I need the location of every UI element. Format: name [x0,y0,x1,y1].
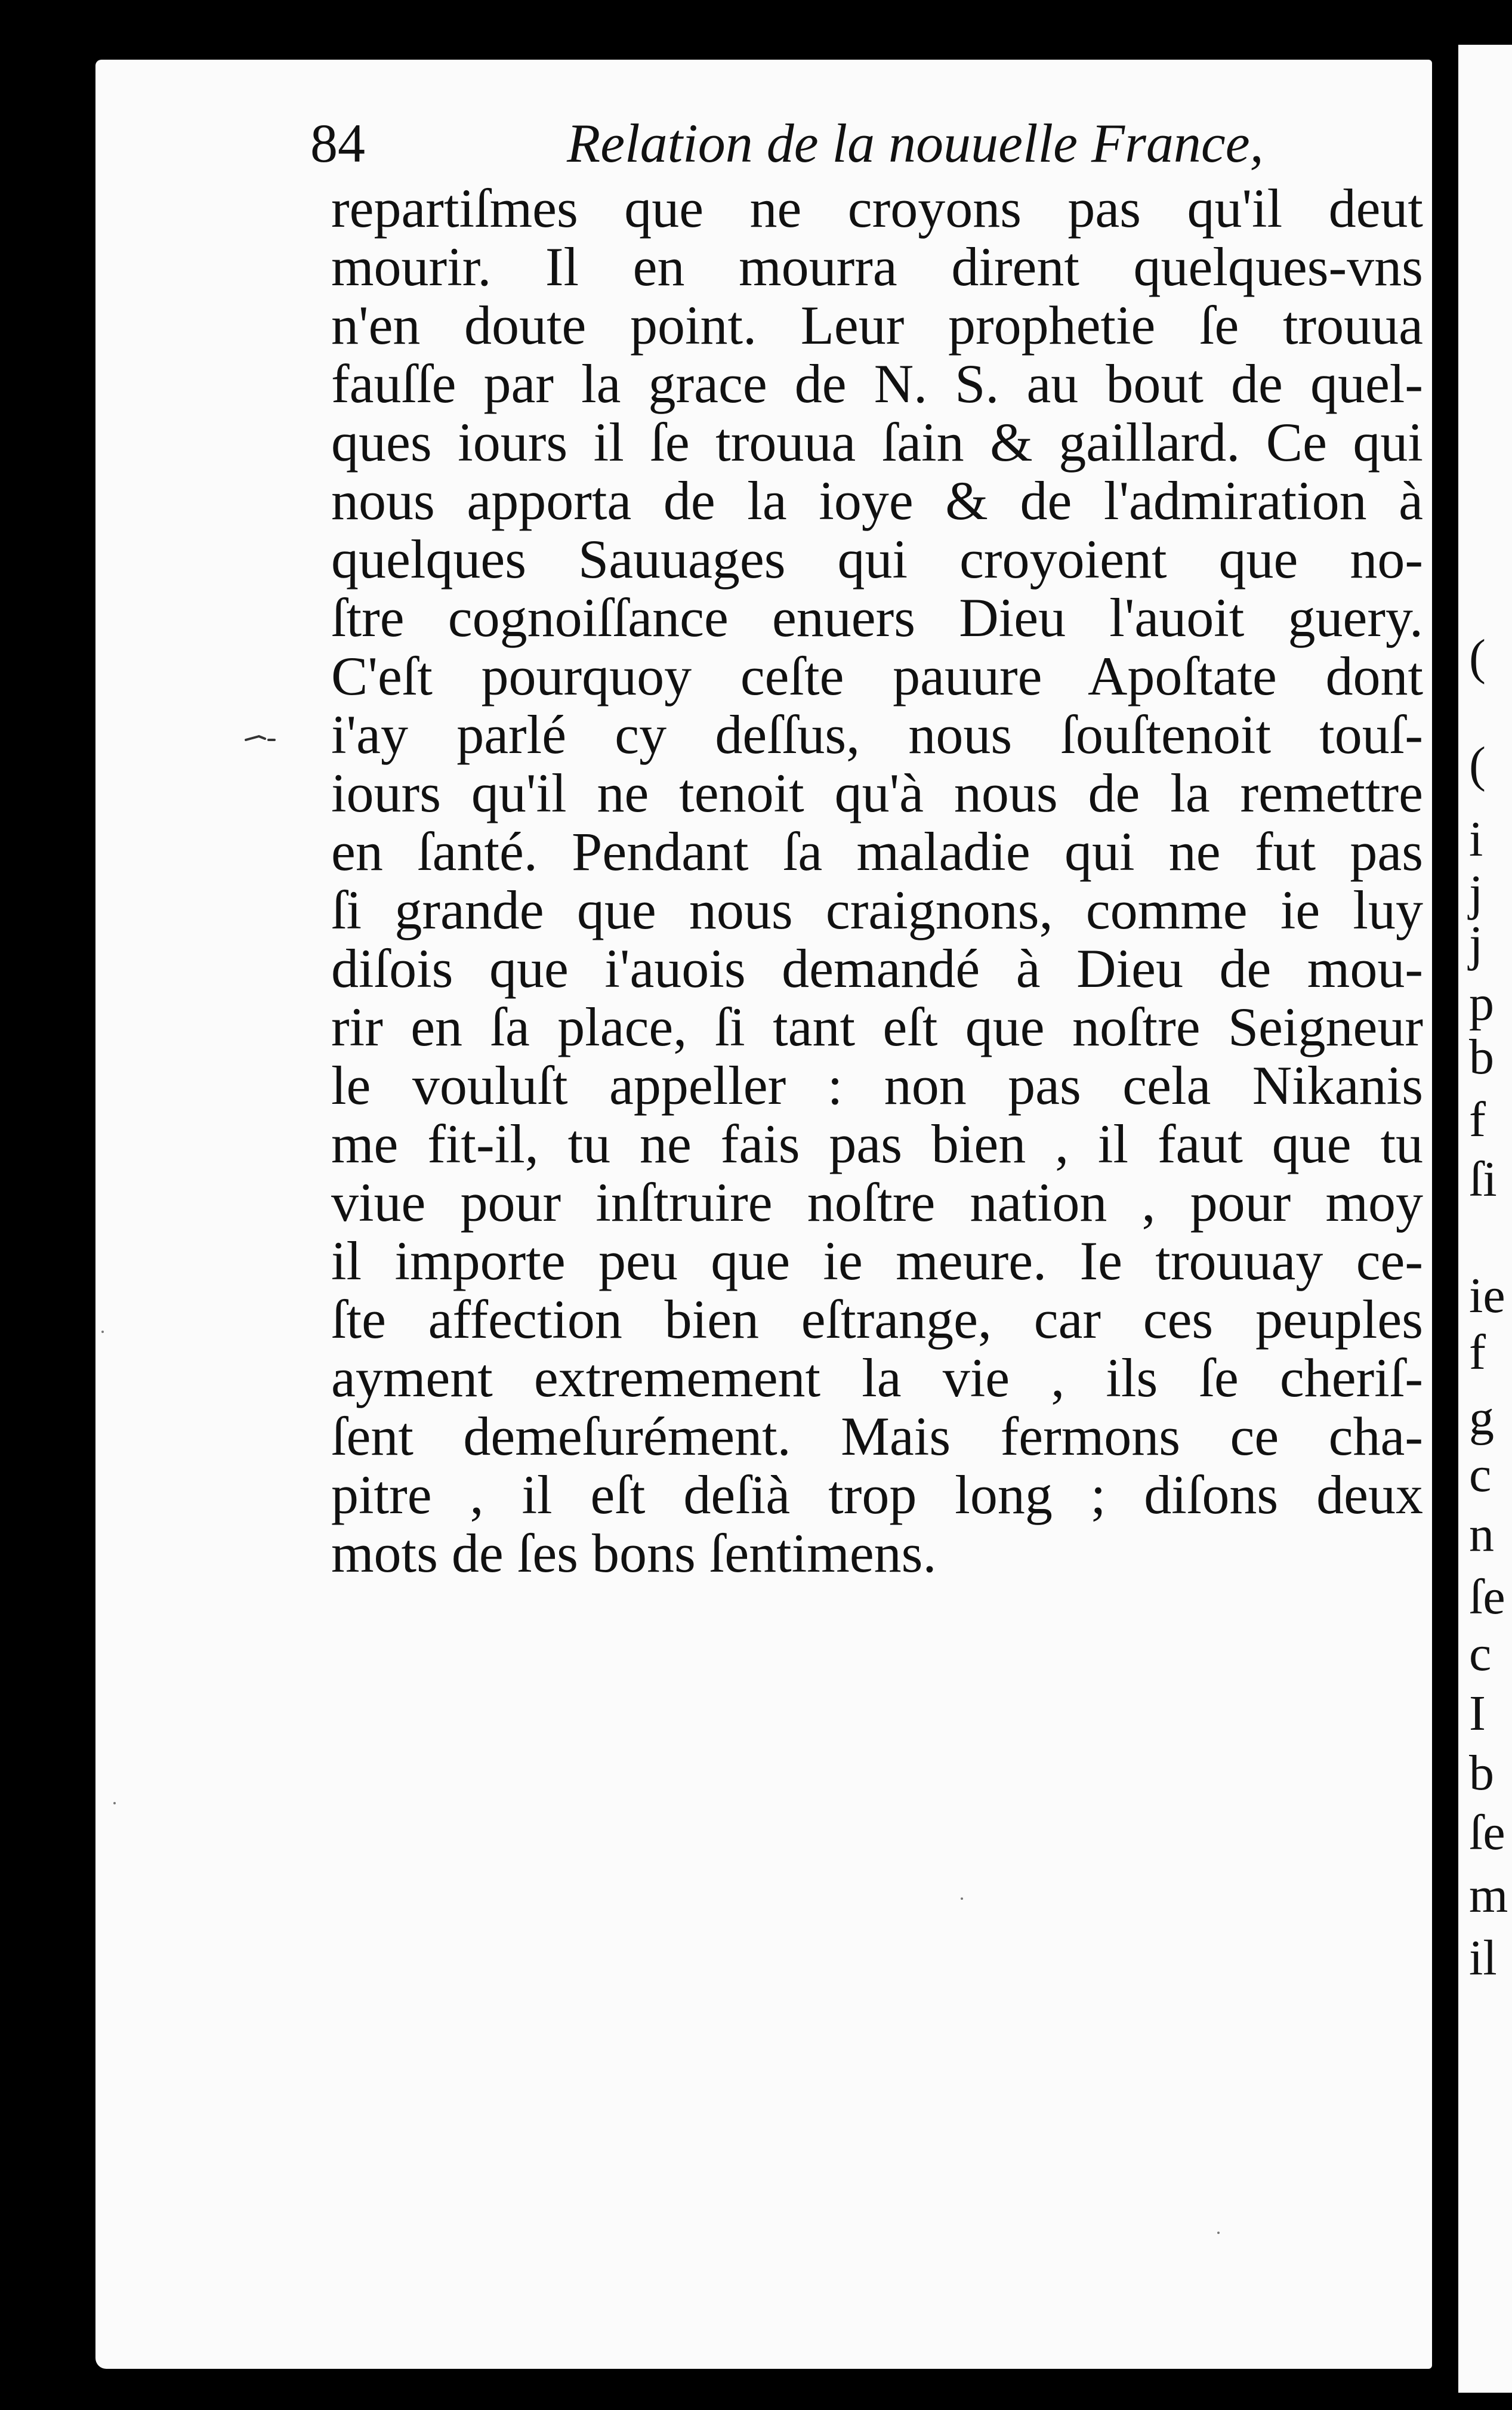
facing-fragment: j [1469,916,1483,971]
paper-speck [1217,2232,1220,2234]
binding-gutter [1432,0,1458,2410]
facing-fragment: I [1469,1686,1486,1741]
text-line: ſte affection bien eſtrange, car ces peuples [331,1289,1423,1350]
page-header [310,110,1420,182]
facing-fragment: il [1469,1930,1497,1986]
running-title: Relation de la nouuelle France, [567,113,1264,174]
text-line: il importe peu que ie meure. Ie trouuay ce- [331,1230,1423,1291]
text-line: fauſſe par la grace de N. S. au bout de quel- [331,353,1423,414]
text-line: en ſanté. Pendant ſa maladie qui ne fut pas [331,821,1423,882]
text-line: diſois que i'auois demandé à Dieu de mou- [331,938,1423,999]
text-line: viue pour inſtruire noſtre nation , pour moy [331,1172,1423,1233]
text-line: me fit-il, tu ne fais pas bien , il faut que tu [331,1113,1423,1174]
facing-fragment: f [1469,1325,1486,1380]
text-line: rir en ſa place, ſi tant eſt que noſtre Seigneur [331,996,1423,1057]
text-line: ques iours il ſe trouua ſain & gaillard. Ce qui [331,412,1423,473]
text-line: repartiſmes que ne croyons pas qu'il deut [331,178,1423,239]
body-text [331,179,1423,1582]
facing-fragment: n [1469,1507,1494,1562]
text-line: n'en doute point. Leur prophetie ſe trouua [331,295,1423,356]
text-line: mots de ſes bons ſentimens. [331,1523,937,1584]
text-line: le vouluſt appeller : non pas cela Nikanis [331,1055,1423,1116]
text-line: i'ay parlé cy deſſus, nous ſouſtenoit touſ- [331,704,1423,765]
text-line: pitre , il eſt deſià trop long ; diſons deux [331,1464,1423,1525]
facing-fragment: i [1469,811,1483,867]
facing-fragment: ( [1469,629,1486,685]
facing-fragment: ſe [1469,1805,1505,1860]
facing-fragment: b [1469,1029,1494,1085]
text-line: C'eſt pourquoy ceſte pauure Apoſtate dont [331,646,1423,706]
margin-hand-mark [245,733,276,745]
facing-fragment: ie [1469,1268,1505,1323]
text-line: iours qu'il ne tenoit qu'à nous de la remettre [331,763,1423,823]
facing-fragment: p [1469,976,1494,1031]
text-line: ſent demeſurément. Mais fermons ce cha- [331,1406,1423,1467]
paper-speck [101,1331,104,1333]
text-line: ſtre cognoiſſance enuers Dieu l'auoit guery. [331,587,1423,648]
facing-fragment: ſi [1469,1152,1497,1207]
text-line: mourir. Il en mourra dirent quelques-vns [331,236,1423,297]
page-number: 84 [310,113,365,174]
facing-fragment: m [1469,1868,1508,1923]
paper-speck [961,1897,963,1900]
facing-fragment: ( [1469,737,1486,792]
facing-fragment: j [1469,865,1483,921]
text-line: quelques Sauuages qui croyoient que no- [331,529,1423,590]
facing-fragment: c [1469,1626,1492,1681]
text-line: ayment extremement la vie , ils ſe cheriſ- [331,1347,1423,1408]
paper-speck [113,1802,116,1804]
text-line: ſi grande que nous craignons, comme ie luy [331,880,1423,940]
facing-fragment: b [1469,1745,1494,1801]
facing-fragment: ſe [1469,1569,1505,1625]
text-line: nous apporta de la ioye & de l'admiration à [331,470,1423,531]
facing-fragment: c [1469,1447,1492,1502]
facing-page-edge [1458,45,1512,2393]
facing-fragment: g [1469,1390,1494,1446]
facing-fragment: f [1469,1092,1486,1147]
